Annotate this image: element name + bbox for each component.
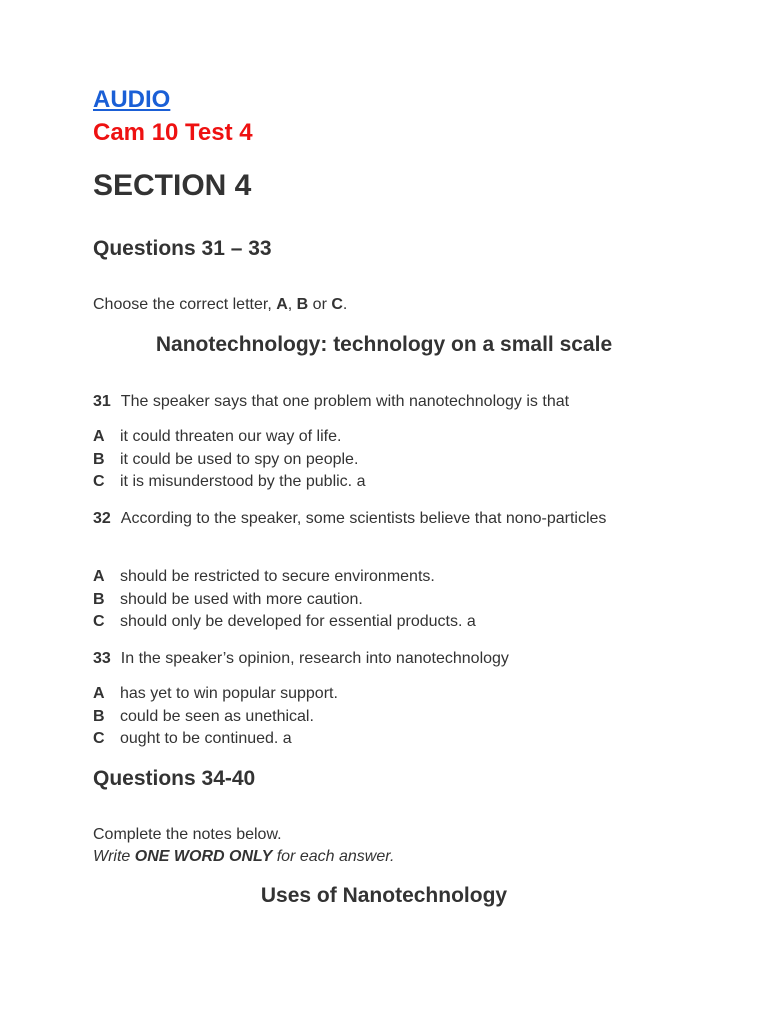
option-text: should be restricted to secure environments. bbox=[120, 568, 435, 585]
option-a[interactable] bbox=[93, 683, 338, 706]
question-text: The speaker says that one problem with nanotechnology is that bbox=[120, 393, 570, 410]
option-text: could be seen as unethical. bbox=[120, 707, 314, 725]
instruction-letter-a: A bbox=[276, 296, 288, 313]
option-letter: A bbox=[93, 428, 105, 445]
instruction-write: Write bbox=[93, 848, 135, 865]
question-33 bbox=[93, 647, 653, 670]
part2-instruction-line2 bbox=[93, 846, 394, 868]
instruction-prefix: Choose the correct letter, bbox=[93, 296, 277, 313]
option-letter: B bbox=[93, 450, 105, 468]
option-b[interactable] bbox=[93, 449, 365, 472]
option-text: has yet to win popular support. bbox=[120, 685, 338, 702]
test-title: Cam 10 Test 4 bbox=[93, 119, 253, 146]
instruction-suffix: . bbox=[342, 296, 348, 313]
question-number: 31 bbox=[93, 393, 111, 410]
option-letter: A bbox=[93, 568, 105, 585]
option-c[interactable] bbox=[93, 471, 365, 494]
questions-31-33-heading: Questions 31 – 33 bbox=[93, 237, 272, 260]
option-text: it could threaten our way of life. bbox=[120, 428, 342, 445]
option-letter: A bbox=[93, 685, 105, 702]
part1-instruction bbox=[93, 294, 347, 316]
option-a[interactable] bbox=[93, 426, 365, 449]
question-32 bbox=[93, 507, 613, 530]
part2-title: Uses of Nanotechnology bbox=[260, 884, 508, 907]
option-text: it could be used to spy on people. bbox=[120, 450, 359, 468]
option-text: ought to be continued. a bbox=[120, 730, 292, 748]
option-c[interactable] bbox=[93, 611, 476, 634]
question-31 bbox=[93, 390, 653, 413]
option-a[interactable] bbox=[93, 566, 476, 589]
option-b[interactable] bbox=[93, 706, 338, 729]
option-b[interactable] bbox=[93, 589, 476, 612]
question-text: According to the speaker, some scientists believe that nono-particles bbox=[120, 510, 607, 527]
instruction-end: for each answer. bbox=[272, 848, 395, 865]
option-text: it is misunderstood by the public. a bbox=[120, 473, 366, 491]
question-32-options bbox=[93, 566, 476, 634]
option-text: should be used with more caution. bbox=[120, 590, 363, 608]
instruction-letter-c: C bbox=[331, 296, 343, 313]
option-text: should only be developed for essential products. a bbox=[120, 613, 476, 631]
section-title: SECTION 4 bbox=[93, 169, 252, 202]
question-text: In the speaker’s opinion, research into nanotechnology bbox=[120, 650, 509, 667]
option-letter: C bbox=[93, 730, 105, 748]
option-letter: C bbox=[93, 613, 105, 631]
option-letter: B bbox=[93, 707, 105, 725]
question-31-options bbox=[93, 426, 365, 494]
part1-title: Nanotechnology: technology on a small scale bbox=[155, 333, 613, 356]
instruction-one-word-only: ONE WORD ONLY bbox=[134, 848, 273, 865]
question-number: 32 bbox=[93, 510, 111, 527]
instruction-letter-b: B bbox=[296, 296, 309, 313]
option-letter: C bbox=[93, 473, 105, 491]
audio-link[interactable]: AUDIO bbox=[93, 86, 171, 113]
part2-instruction-line1: Complete the notes below. bbox=[93, 826, 282, 843]
question-number: 33 bbox=[93, 650, 111, 667]
option-c[interactable] bbox=[93, 728, 338, 751]
instruction-sep1: , bbox=[287, 296, 297, 313]
instruction-sep2: or bbox=[308, 296, 332, 313]
question-33-options bbox=[93, 683, 338, 751]
option-letter: B bbox=[93, 590, 105, 608]
questions-34-40-heading: Questions 34-40 bbox=[93, 767, 256, 790]
